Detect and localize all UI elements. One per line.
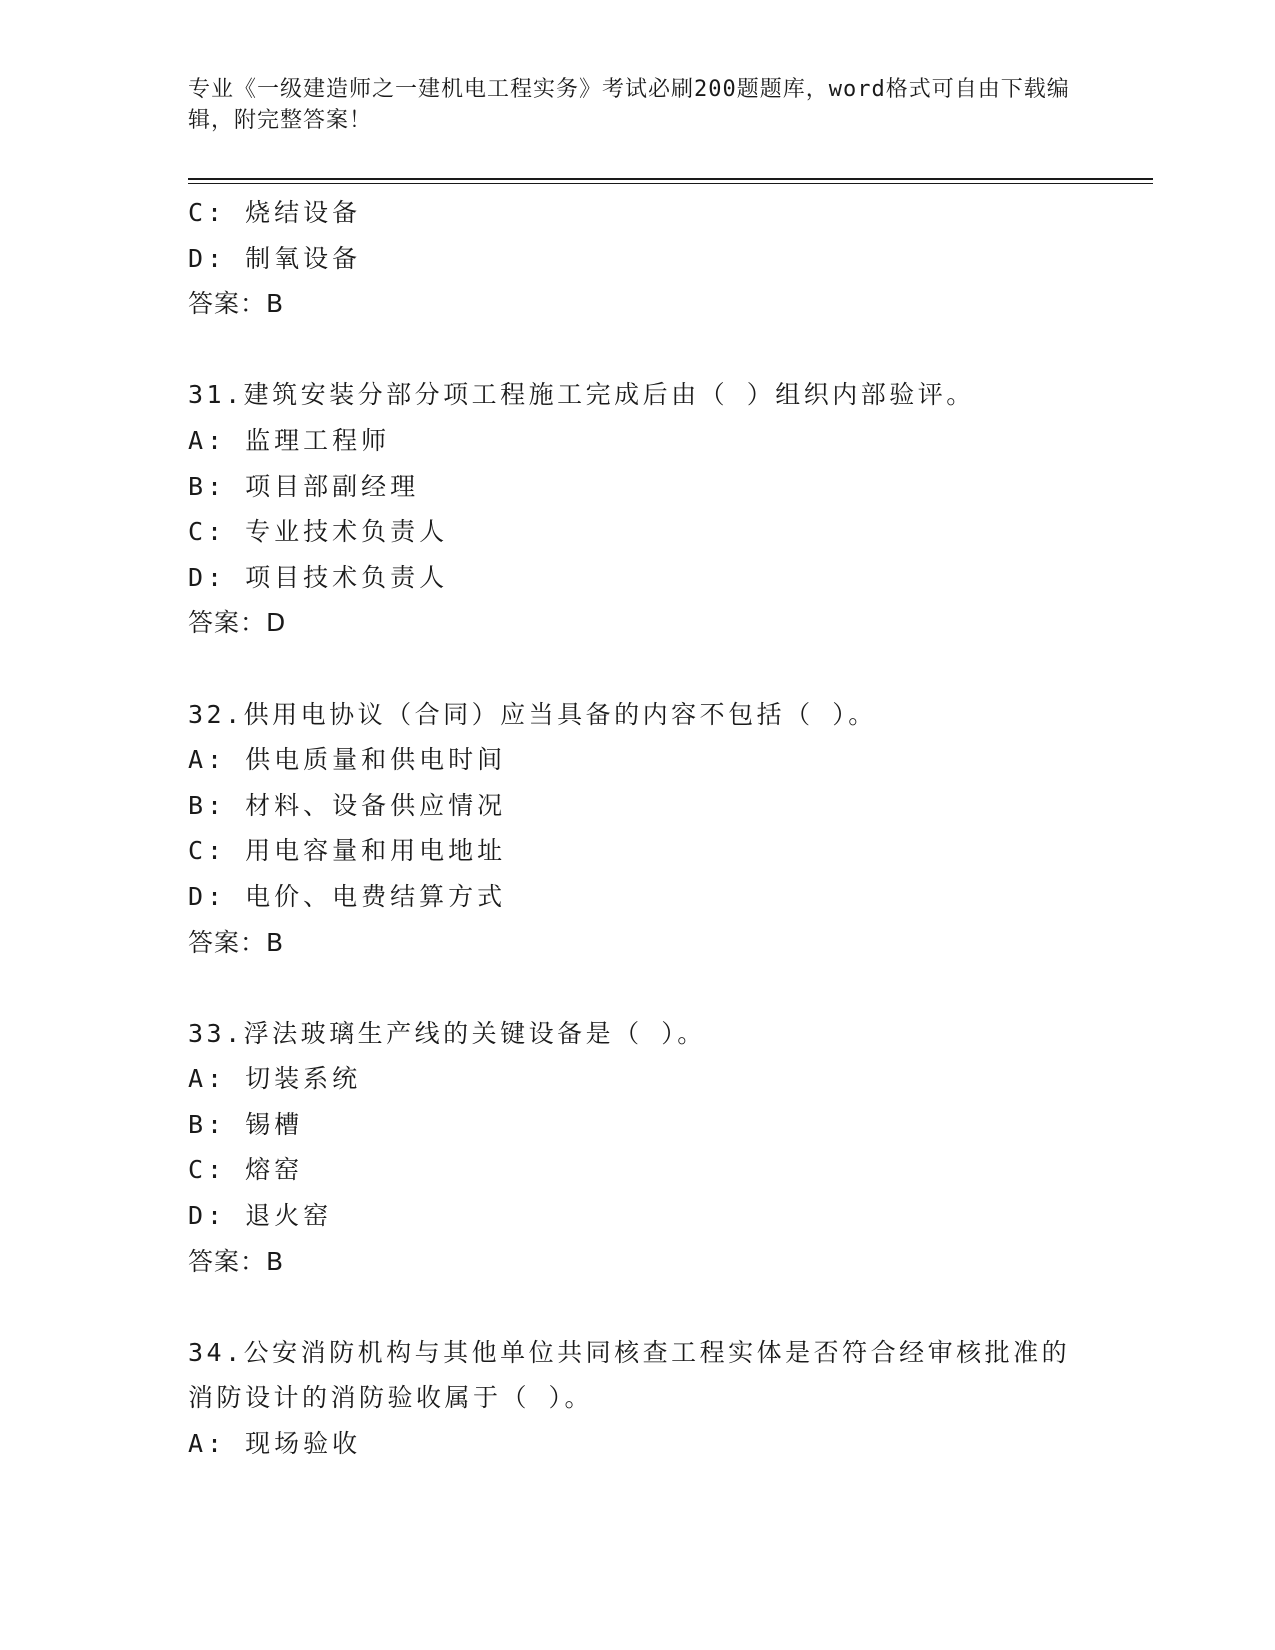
option-a: A: 供电质量和供电时间 bbox=[188, 745, 507, 775]
option-a: A: 现场验收 bbox=[188, 1429, 362, 1459]
question-stem: 33.浮法玻璃生产线的关键设备是（ ）。 bbox=[188, 1018, 706, 1048]
question-34 bbox=[188, 1330, 1153, 1467]
answer-line: 答案：B bbox=[188, 1246, 285, 1276]
answer-line: 答案：B bbox=[188, 289, 285, 319]
question-stem: 34.公安消防机构与其他单位共同核查工程实体是否符合经审核批准的消防设计的消防验收属于（ ）。 bbox=[188, 1337, 1071, 1413]
option-d: D: 制氧设备 bbox=[188, 243, 362, 273]
option-c: C: 专业技术负责人 bbox=[188, 517, 449, 547]
option-a: A: 监理工程师 bbox=[188, 425, 391, 455]
option-c: C: 用电容量和用电地址 bbox=[188, 836, 507, 866]
option-b: B: 锡槽 bbox=[188, 1109, 304, 1139]
option-a: A: 切装系统 bbox=[188, 1064, 362, 1094]
document-body bbox=[188, 190, 1153, 1467]
option-d: D: 项目技术负责人 bbox=[188, 562, 449, 592]
header-rule-thin bbox=[188, 183, 1153, 184]
option-d: D: 电价、电费结算方式 bbox=[188, 881, 507, 911]
question-31 bbox=[188, 372, 1153, 646]
answer-line: 答案：B bbox=[188, 927, 285, 957]
document-header: 专业《一级建造师之一建机电工程实务》考试必刷200题题库，word格式可自由下载编辑，附完整答案！ bbox=[188, 77, 1070, 133]
spacer bbox=[188, 965, 1153, 1011]
spacer bbox=[188, 1284, 1153, 1330]
answer-line: 答案：D bbox=[188, 608, 287, 638]
option-b: B: 材料、设备供应情况 bbox=[188, 790, 507, 820]
option-d: D: 退火窑 bbox=[188, 1201, 333, 1231]
spacer bbox=[188, 646, 1153, 692]
question-30-continued bbox=[188, 190, 1153, 327]
option-c: C: 烧结设备 bbox=[188, 198, 362, 227]
question-stem: 32.供用电协议（合同）应当具备的内容不包括（ ）。 bbox=[188, 699, 877, 729]
header-rule-thick bbox=[188, 178, 1153, 180]
question-32 bbox=[188, 692, 1153, 966]
question-stem: 31.建筑安装分部分项工程施工完成后由（ ）组织内部验评。 bbox=[188, 380, 975, 410]
option-b: B: 项目部副经理 bbox=[188, 471, 420, 501]
option-c: C: 熔窑 bbox=[188, 1155, 304, 1185]
question-33 bbox=[188, 1011, 1153, 1285]
spacer bbox=[188, 327, 1153, 373]
